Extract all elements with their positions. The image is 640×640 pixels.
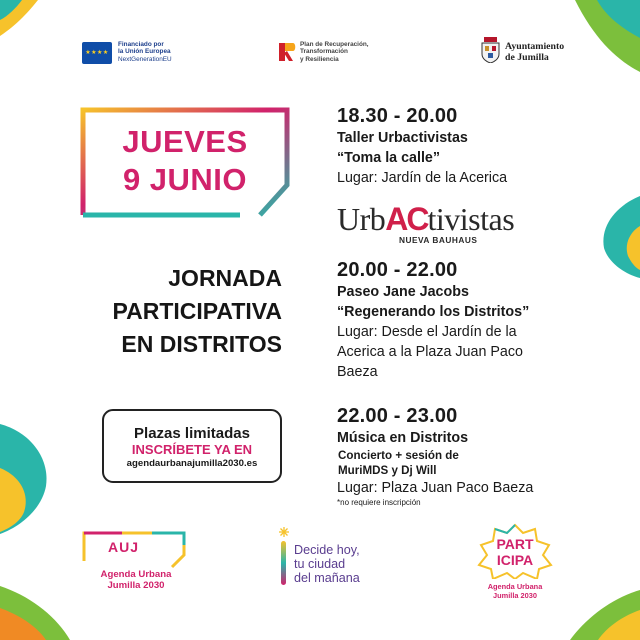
schedule-subtitle: “Toma la calle”	[337, 150, 441, 166]
eu-flag-icon: ★★★★	[82, 42, 112, 64]
participa-line2: ICIPA	[496, 552, 534, 568]
schedule-place: Lugar: Jardín de la Acerica	[337, 170, 508, 186]
auj-logo-text: Agenda Urbana Jumilla 2030	[100, 569, 172, 591]
decide-bar	[281, 541, 286, 585]
prtr-text: Plan de Recuperación, Transformación y Resiliencia	[300, 41, 369, 63]
limited-places-text: Plazas limitadas	[134, 425, 250, 442]
auj-logo-mark: AUJ	[108, 539, 140, 555]
schedule-item-1	[337, 104, 507, 188]
coat-of-arms-icon	[481, 37, 500, 63]
event-title: JORNADA PARTICIPATIVA EN DISTRITOS	[112, 265, 282, 357]
schedule-item-2	[337, 258, 529, 382]
participa-caption: Agenda Urbana Jumilla 2030	[487, 582, 543, 600]
schedule-title: Taller Urbactivistas	[337, 130, 468, 146]
schedule-time: 20.00 - 22.00	[337, 259, 458, 281]
schedule-place: Lugar: Plaza Juan Paco Baeza	[337, 480, 534, 496]
corner-blob-left	[0, 424, 52, 534]
prtr-icon	[277, 41, 297, 63]
schedule-title: Paseo Jane Jacobs	[337, 284, 469, 300]
schedule-note: *no requiere inscripción	[337, 498, 421, 507]
schedule-time: 22.00 - 23.00	[337, 405, 458, 427]
corner-blob-bottom-left	[0, 586, 70, 640]
corner-blob-top-left	[0, 0, 60, 40]
schedule-detail: Concierto + sesión de	[338, 449, 459, 462]
schedule-subtitle: “Regenerando los Distritos”	[337, 304, 530, 320]
urbactivistas-logo: UrbACtivistas NUEVA BAUHAUS	[337, 201, 515, 245]
participa-line1: PART	[496, 536, 534, 552]
event-date	[85, 123, 285, 199]
corner-blob-top-right	[555, 0, 640, 80]
participa-logo	[475, 523, 555, 579]
sparkle-icon	[279, 527, 289, 537]
corner-blob-right	[596, 196, 640, 278]
ayuntamiento-text: Ayuntamiento de Jumilla	[505, 41, 565, 63]
registration-box	[102, 409, 282, 483]
corner-blob-bottom-right	[570, 590, 640, 640]
event-day: JUEVES	[122, 124, 248, 159]
register-cta-text: INSCRÍBETE YA EN	[131, 442, 253, 457]
schedule-title: Música en Distritos	[337, 430, 469, 446]
schedule-place-end: Baeza	[337, 364, 378, 380]
decide-slogan: Decide hoy, tu ciudad del mañana	[294, 543, 360, 585]
event-day-number: 9 JUNIO	[122, 162, 248, 197]
schedule-place: Lugar: Desde el Jardín de la	[337, 324, 517, 340]
schedule-item-3	[337, 404, 533, 508]
schedule-detail-cont: MuriMDS y Dj Will	[338, 464, 437, 477]
eu-funding-text: Financiado por la Unión Europea NextGenerationEU	[118, 41, 172, 63]
schedule-place-cont: Acerica a la Plaza Juan Paco	[337, 344, 523, 360]
registration-url[interactable]: agendaurbanajumilla2030.es	[126, 458, 258, 469]
schedule-time: 18.30 - 20.00	[337, 105, 458, 127]
